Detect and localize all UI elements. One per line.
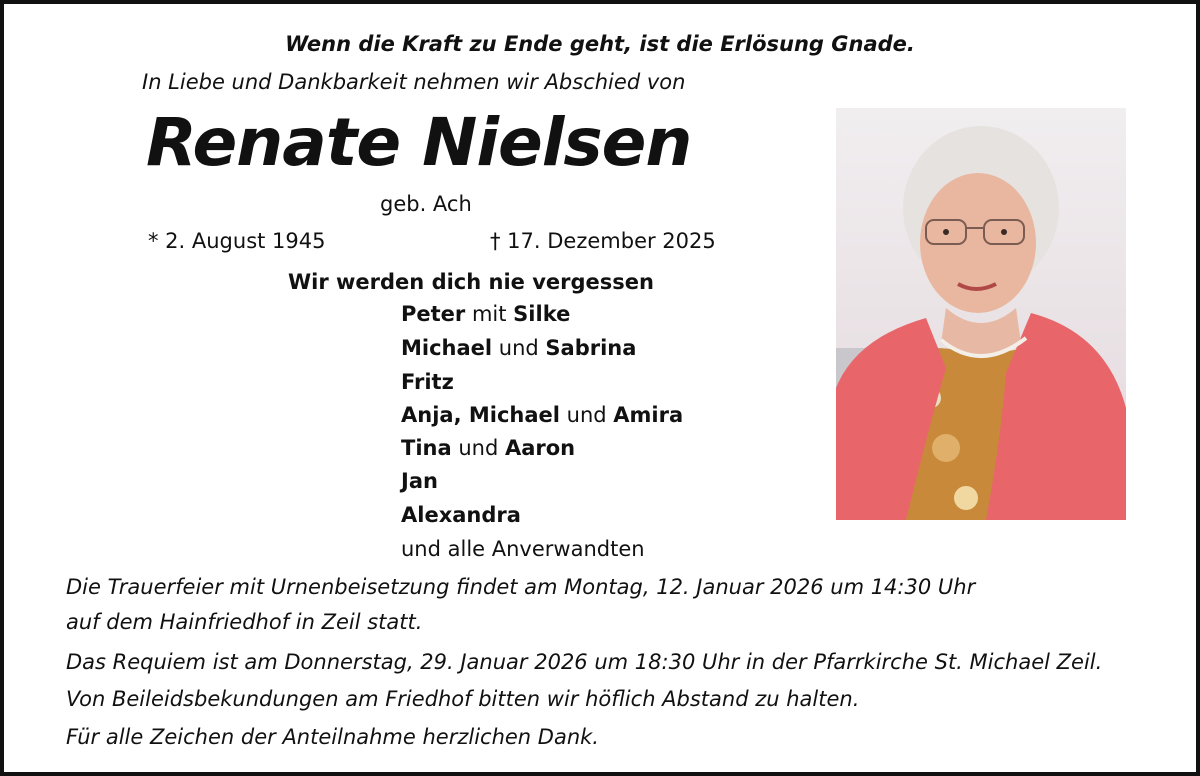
maiden-name: geb. Ach — [380, 192, 472, 216]
family-names: Peter mit Silke — [401, 302, 571, 326]
info-line-cemetery: auf dem Hainfriedhof in Zeil statt. — [66, 610, 423, 634]
info-line-requiem: Das Requiem ist am Donnerstag, 29. Januar 2026 um 18:30 Uhr in der Pfarrkirche St. Michael Zeil. — [66, 650, 1103, 674]
portrait-illustration — [836, 108, 1126, 520]
never-forget-line: Wir werden dich nie vergessen — [288, 270, 654, 294]
motto-line: Wenn die Kraft zu Ende geht, ist die Erlösung Gnade. — [285, 32, 915, 56]
birth-date: * 2. August 1945 — [148, 229, 326, 253]
portrait-photo — [836, 108, 1126, 520]
death-date: † 17. Dezember 2025 — [490, 229, 716, 253]
intro-line: In Liebe und Dankbarkeit nehmen wir Abschied von — [142, 70, 686, 94]
family-closing: und alle Anverwandten — [401, 537, 645, 561]
family-names: Tina und Aaron — [401, 436, 576, 460]
info-line-condolences: Von Beileidsbekundungen am Friedhof bitten wir höflich Abstand zu halten. — [66, 687, 860, 711]
info-line-thanks: Für alle Zeichen der Anteilnahme herzlichen Dank. — [66, 725, 599, 749]
info-line-funeral: Die Trauerfeier mit Urnenbeisetzung findet am Montag, 12. Januar 2026 um 14:30 Uhr — [66, 575, 976, 599]
family-names: Fritz — [401, 370, 454, 394]
deceased-name: Renate Nielsen — [146, 104, 692, 181]
family-names: Anja, Michael und Amira — [401, 403, 684, 427]
family-names: Alexandra — [401, 503, 521, 527]
family-names: Jan — [401, 469, 438, 493]
family-names: Michael und Sabrina — [401, 336, 637, 360]
